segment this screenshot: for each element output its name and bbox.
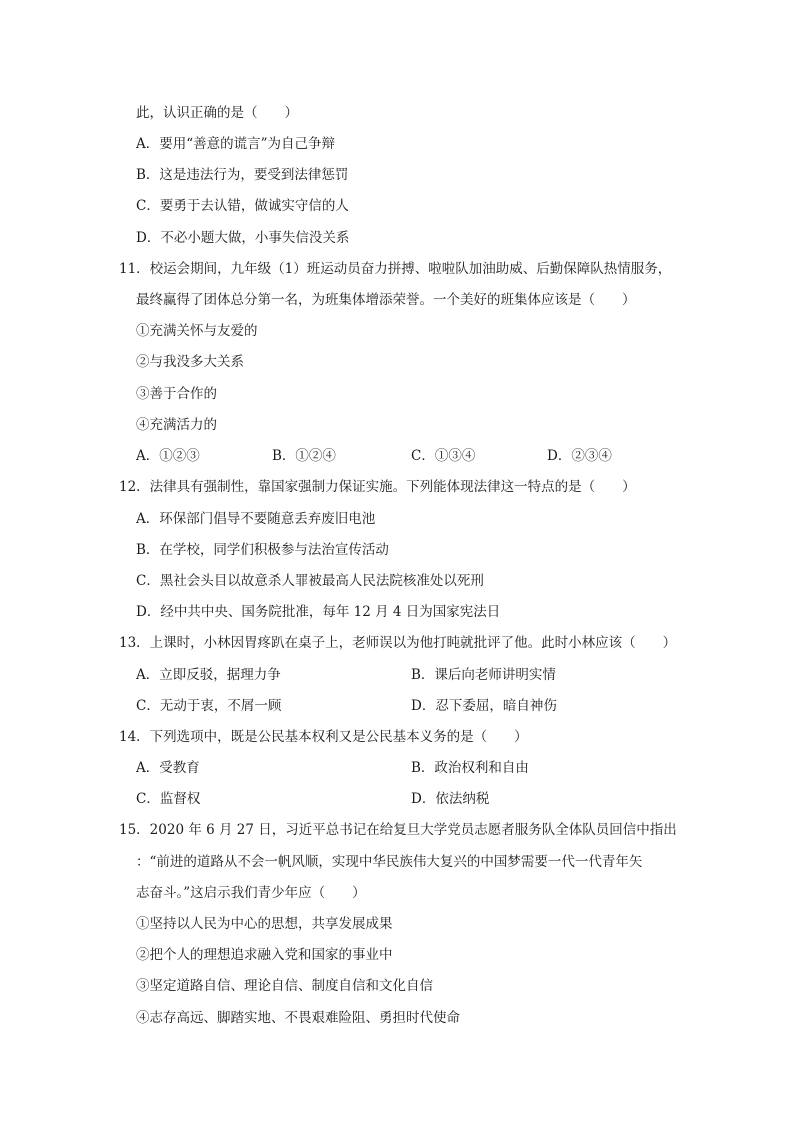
q10-option-b: B．这是违法行为，要受到法律惩罚 (136, 167, 349, 183)
q11-statement-4: ④充满活力的 (136, 417, 217, 433)
q13-stem: 13．上课时，小林因胃疼趴在桌子上，老师误以为他打盹就批评了他。此时小林应该（ ） (119, 635, 677, 651)
q15-statement-1: ①坚持以人民为中心的思想，共享发展成果 (136, 916, 393, 932)
q12-option-d: D．经中共中央、国务院批准，每年 12 月 4 日为国家宪法日 (136, 604, 501, 620)
q11-option-a: A．①②③ (136, 448, 200, 464)
q14-option-b: B．政治权利和自由 (411, 760, 529, 776)
q11-option-d: D．②③④ (547, 448, 612, 464)
q15-stem-line1: 15．2020 年 6 月 27 日，习近平总书记在给复旦大学党员志愿者服务队全体队员回信中指出 (119, 822, 677, 838)
q13-option-d: D．忍下委屈，暗自神伤 (411, 698, 557, 714)
q10-stem-tail: 此，认识正确的是（ ） (136, 105, 298, 121)
q11-option-c: C．①③④ (411, 448, 476, 464)
q15-statement-3: ③坚定道路自信、理论自信、制度自信和文化自信 (136, 978, 433, 994)
q15-statement-4: ④志存高远、脚踏实地、不畏艰难险阻、勇担时代使命 (136, 1010, 460, 1026)
q14-stem: 14．下列选项中，既是公民基本权利又是公民基本义务的是（ ） (119, 729, 528, 745)
q11-option-b: B．①②④ (272, 448, 336, 464)
q12-stem: 12．法律具有强制性，靠国家强制力保证实施。下列能体现法律这一特点的是（ ） (119, 479, 636, 495)
q10-option-d: D．不必小题大做，小事失信没关系 (136, 230, 350, 246)
q11-stem-line2: 最终赢得了团体总分第一名，为班集体增添荣誉。一个美好的班集体应该是（ ） (136, 292, 636, 308)
q12-option-c: C．黑社会头目以故意杀人罪被最高人民法院核准处以死刑 (136, 573, 484, 589)
q12-option-b: B．在学校，同学们积极参与法治宣传活动 (136, 542, 389, 558)
q13-option-a: A．立即反驳，据理力争 (136, 667, 281, 683)
q15-stem-line2: ：“前进的道路从不会一帆风顺，实现中华民族伟大复兴的中国梦需要一代一代青年矢 (136, 854, 643, 870)
q11-statement-2: ②与我没多大关系 (136, 354, 244, 370)
q13-option-c: C．无动于衷，不屑一顾 (136, 698, 282, 714)
q12-option-a: A．环保部门倡导不要随意丢弃废旧电池 (136, 511, 376, 527)
q10-option-c: C．要勇于去认错，做诚实守信的人 (136, 198, 349, 214)
q14-option-a: A．受教育 (136, 760, 200, 776)
q11-statement-1: ①充满关怀与友爱的 (136, 323, 258, 339)
q10-option-a: A．要用“善意的谎言”为自己争辩 (136, 136, 336, 152)
q14-option-c: C．监督权 (136, 791, 201, 807)
q15-statement-2: ②把个人的理想追求融入党和国家的事业中 (136, 947, 393, 963)
q13-option-b: B．课后向老师讲明实情 (411, 667, 556, 683)
q11-stem-line1: 11．校运会期间，九年级（1）班运动员奋力拼搏、啦啦队加油助威、后勤保障队热情服务， (119, 261, 672, 277)
q14-option-d: D．依法纳税 (411, 791, 490, 807)
q15-stem-line3: 志奋斗。”这启示我们青少年应（ ） (136, 885, 366, 901)
q11-statement-3: ③善于合作的 (136, 386, 217, 402)
